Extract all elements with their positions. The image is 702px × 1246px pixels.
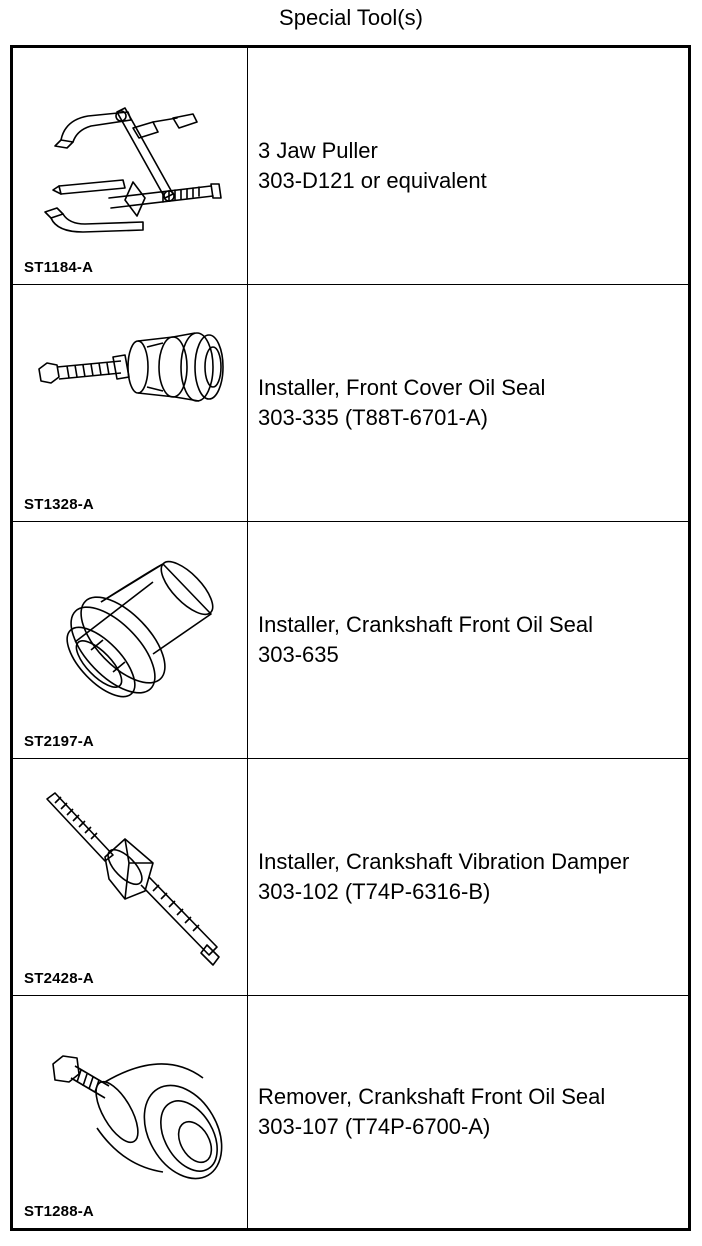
crankshaft-seal-installer-icon — [13, 522, 247, 758]
tool-illustration-cell — [13, 48, 248, 284]
tool-illustration-cell — [13, 759, 248, 995]
tool-code: ST2428-A — [24, 970, 94, 987]
tool-code: ST1288-A — [24, 1203, 94, 1220]
tool-description — [258, 759, 629, 995]
tool-description — [258, 285, 545, 521]
tool-description — [258, 48, 487, 284]
tool-illustration-cell — [13, 285, 248, 521]
front-cover-seal-installer-icon — [13, 285, 247, 521]
tool-description — [258, 522, 593, 758]
table-row — [13, 285, 688, 522]
tool-code: ST1184-A — [24, 259, 94, 276]
tool-name: 3 Jaw Puller — [258, 138, 378, 163]
table-row — [13, 522, 688, 759]
tool-number: 303-635 — [258, 642, 339, 667]
tool-illustration-cell — [13, 522, 248, 758]
special-tools-table — [10, 45, 691, 1231]
tool-number: 303-335 (T88T-6701-A) — [258, 405, 488, 430]
table-row — [13, 759, 688, 996]
tool-number: 303-102 (T74P-6316-B) — [258, 879, 491, 904]
tool-name: Remover, Crankshaft Front Oil Seal — [258, 1084, 606, 1109]
tool-number: 303-107 (T74P-6700-A) — [258, 1114, 491, 1139]
tool-name: Installer, Crankshaft Front Oil Seal — [258, 612, 594, 637]
tool-illustration-cell — [13, 996, 248, 1228]
tool-description — [258, 996, 605, 1228]
crankshaft-seal-remover-icon — [13, 996, 247, 1227]
tool-code: ST1328-A — [24, 496, 94, 513]
tool-number: 303-D121 or equivalent — [258, 168, 487, 193]
table-row — [13, 48, 688, 285]
page-title: Special Tool(s) — [279, 5, 423, 30]
three-jaw-puller-icon — [13, 48, 247, 284]
vibration-damper-installer-icon — [13, 759, 247, 995]
table-row — [13, 996, 688, 1228]
tool-name: Installer, Crankshaft Vibration Damper — [258, 849, 630, 874]
tool-code: ST2197-A — [24, 733, 94, 750]
tool-name: Installer, Front Cover Oil Seal — [258, 375, 546, 400]
